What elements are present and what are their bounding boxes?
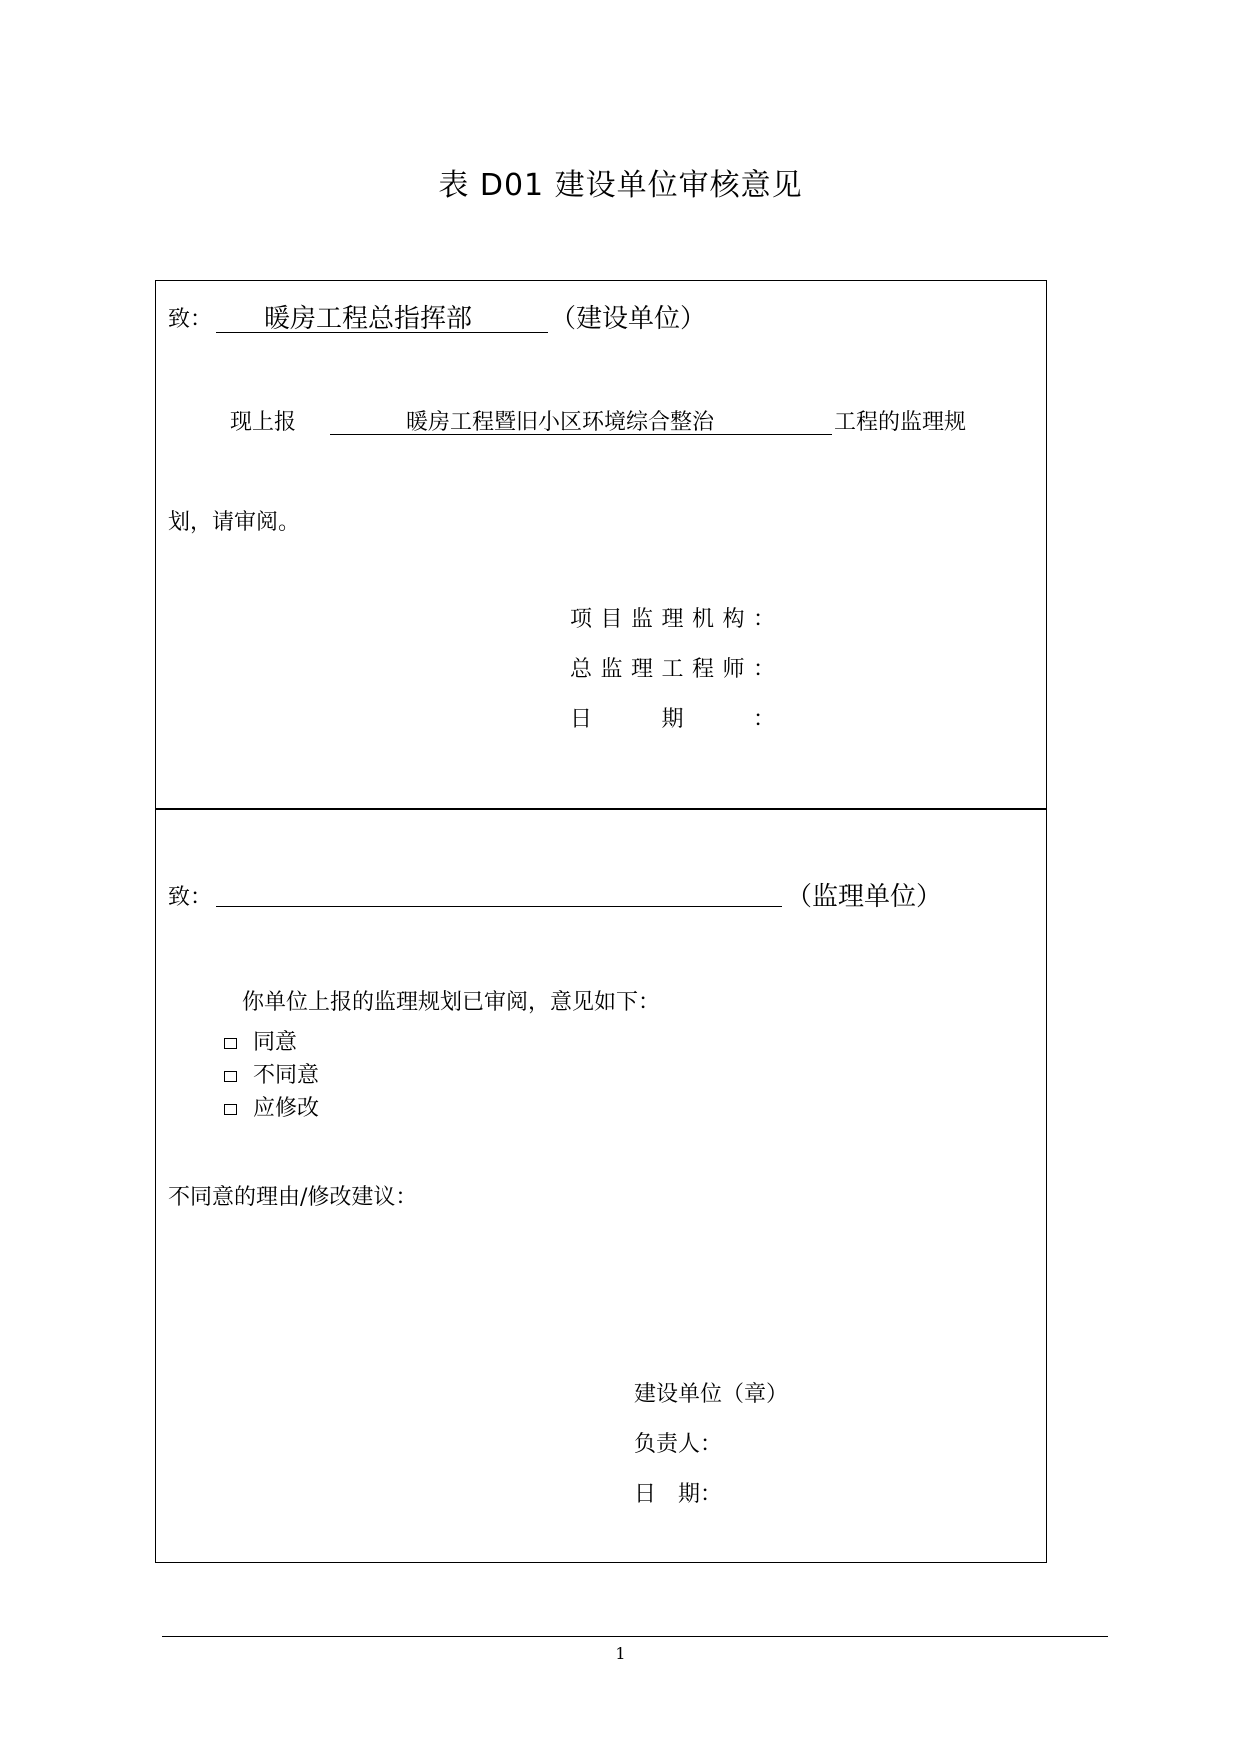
responsible-person-label: 负责人： <box>634 1432 723 1457</box>
date-label: 日期： <box>570 707 775 732</box>
to-label-2: 致： <box>168 885 213 910</box>
chief-engineer-label: 总监理工程师： <box>570 657 775 682</box>
report-suffix: 工程的监理规 <box>834 410 967 435</box>
supervisor-type: （监理单位） <box>786 882 943 912</box>
supervision-org-label: 项目监理机构： <box>570 607 775 632</box>
date-label-2: 日 期： <box>634 1482 723 1507</box>
to-label: 致： <box>168 307 213 332</box>
report-continue: 划，请审阅。 <box>168 510 301 535</box>
footer-divider <box>162 1636 1108 1637</box>
supervisor-underline <box>216 906 782 907</box>
checkbox-icon[interactable] <box>224 1104 237 1115</box>
owner-seal-label: 建设单位（章） <box>634 1382 789 1407</box>
project-name: 暖房工程暨旧小区环境综合整治 <box>406 410 715 435</box>
report-prefix: 现上报 <box>230 410 297 435</box>
recipient-type: （建设单位） <box>550 304 707 334</box>
review-intro: 你单位上报的监理规划已审阅，意见如下： <box>242 990 661 1015</box>
page-number: 1 <box>615 1644 626 1663</box>
page-title: 表 D01 建设单位审核意见 <box>438 168 803 203</box>
option-modify[interactable]: 应修改 <box>224 1091 319 1122</box>
reason-label: 不同意的理由/修改建议： <box>168 1185 418 1210</box>
option-disagree[interactable]: 不同意 <box>224 1058 319 1089</box>
recipient-name: 暖房工程总指挥部 <box>264 304 473 334</box>
checkbox-icon[interactable] <box>224 1038 237 1049</box>
checkbox-icon[interactable] <box>224 1071 237 1082</box>
option-agree[interactable]: 同意 <box>224 1025 297 1056</box>
